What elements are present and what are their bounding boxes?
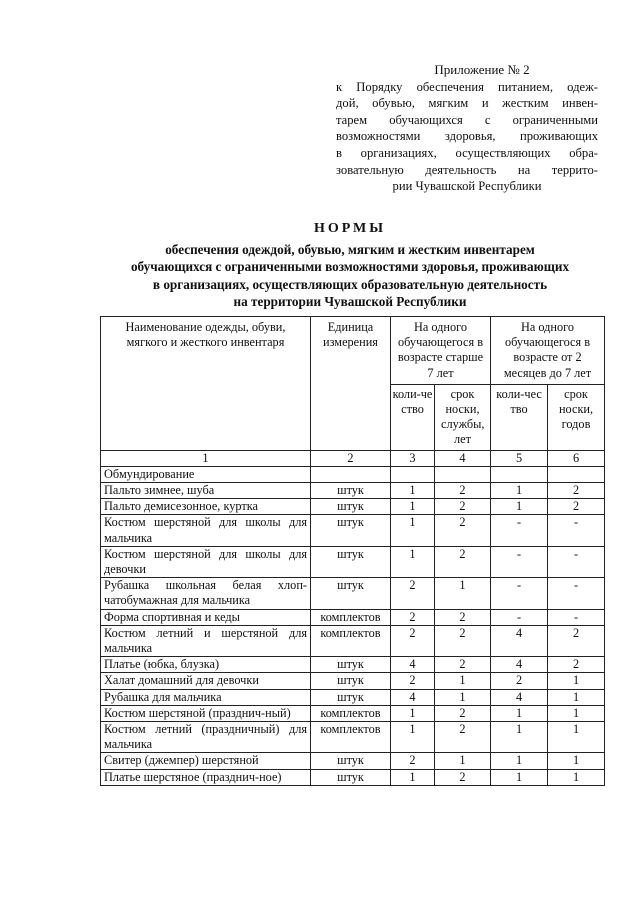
col-number: 2 bbox=[311, 450, 391, 466]
empty-cell bbox=[435, 466, 491, 482]
item-name: Платье шерстяное (празднич-ное) bbox=[101, 769, 311, 785]
item-term-older: 2 bbox=[435, 657, 491, 673]
item-term-younger: - bbox=[548, 609, 605, 625]
document-title bbox=[60, 220, 640, 311]
table-row bbox=[101, 673, 605, 689]
item-qty-younger: 4 bbox=[491, 689, 548, 705]
item-qty-younger: - bbox=[491, 546, 548, 577]
item-name: Рубашка для мальчика bbox=[101, 689, 311, 705]
col-number: 5 bbox=[491, 450, 548, 466]
item-term-older: 2 bbox=[435, 769, 491, 785]
header-term-older: срок носки, службы, лет bbox=[435, 384, 491, 450]
appendix-line: дой, обувью, мягким и жестким инвен- bbox=[336, 96, 598, 111]
item-name: Халат домашний для девочки bbox=[101, 673, 311, 689]
item-unit: комплектов bbox=[311, 705, 391, 721]
item-qty-older: 1 bbox=[391, 515, 435, 546]
col-number: 3 bbox=[391, 450, 435, 466]
item-qty-older: 1 bbox=[391, 769, 435, 785]
item-name: Костюм летний и шерстяной для мальчика bbox=[101, 625, 311, 656]
item-name: Пальто зимнее, шуба bbox=[101, 483, 311, 499]
title-line: обеспечения одеждой, обувью, мягким и жестким инвентарем bbox=[165, 241, 535, 257]
appendix-line: к Порядку обеспечения питанием, одеж- bbox=[336, 79, 598, 94]
item-name: Свитер (джемпер) шерстяной bbox=[101, 753, 311, 769]
item-term-younger: 1 bbox=[548, 769, 605, 785]
item-unit: штук bbox=[311, 546, 391, 577]
item-term-younger: - bbox=[548, 578, 605, 609]
item-name: Форма спортивная и кеды bbox=[101, 609, 311, 625]
item-qty-older: 1 bbox=[391, 705, 435, 721]
table-row bbox=[101, 483, 605, 499]
item-term-younger: - bbox=[548, 515, 605, 546]
item-qty-younger: 1 bbox=[491, 769, 548, 785]
table-row bbox=[101, 546, 605, 577]
item-name: Рубашка школьная белая хлоп-чатобумажная для мальчика bbox=[101, 578, 311, 609]
item-term-older: 1 bbox=[435, 673, 491, 689]
item-unit: штук bbox=[311, 499, 391, 515]
appendix-line: рии Чувашской Республики bbox=[392, 179, 542, 194]
item-qty-older: 1 bbox=[391, 499, 435, 515]
table-row bbox=[101, 769, 605, 785]
empty-cell bbox=[491, 466, 548, 482]
item-unit: штук bbox=[311, 769, 391, 785]
item-qty-younger: 1 bbox=[491, 483, 548, 499]
item-qty-older: 2 bbox=[391, 673, 435, 689]
header-group-younger: На одного обучающегося в возрасте от 2 месяцев до 7 лет bbox=[491, 317, 605, 385]
item-term-older: 2 bbox=[435, 609, 491, 625]
item-name: Костюм шерстяной для школы для мальчика bbox=[101, 515, 311, 546]
item-unit: комплектов bbox=[311, 722, 391, 753]
item-qty-older: 2 bbox=[391, 578, 435, 609]
item-term-younger: 1 bbox=[548, 753, 605, 769]
item-unit: штук bbox=[311, 753, 391, 769]
item-qty-younger: 1 bbox=[491, 753, 548, 769]
item-unit: комплектов bbox=[311, 609, 391, 625]
appendix-line: возможностями здоровья, проживающих bbox=[336, 129, 598, 144]
item-unit: штук bbox=[311, 483, 391, 499]
title-main: НОРМЫ bbox=[313, 221, 387, 236]
item-term-younger: 2 bbox=[548, 657, 605, 673]
appendix-number: Приложение № 2 bbox=[434, 62, 530, 77]
empty-cell bbox=[391, 466, 435, 482]
table-row bbox=[101, 753, 605, 769]
item-unit: штук bbox=[311, 657, 391, 673]
header-qty-older: коли-чество bbox=[391, 384, 435, 450]
header-term-younger: срок носки, годов bbox=[548, 384, 605, 450]
item-unit: штук bbox=[311, 673, 391, 689]
appendix-line: зовательную деятельность на террито- bbox=[336, 162, 598, 177]
header-qty-younger: коли-чество bbox=[491, 384, 548, 450]
item-qty-younger: 2 bbox=[491, 673, 548, 689]
header-unit: Единица измерения bbox=[311, 317, 391, 451]
item-term-younger: 2 bbox=[548, 625, 605, 656]
item-qty-older: 1 bbox=[391, 722, 435, 753]
col-number: 6 bbox=[548, 450, 605, 466]
empty-cell bbox=[311, 466, 391, 482]
appendix-line: тарем обучающихся с ограниченными bbox=[336, 112, 598, 127]
item-qty-older: 1 bbox=[391, 483, 435, 499]
table-row bbox=[101, 609, 605, 625]
empty-cell bbox=[548, 466, 605, 482]
item-term-younger: 1 bbox=[548, 705, 605, 721]
table-row bbox=[101, 499, 605, 515]
item-qty-younger: 1 bbox=[491, 722, 548, 753]
item-term-younger: - bbox=[548, 546, 605, 577]
title-line: в организациях, осуществляющих образовательную деятельность bbox=[152, 276, 548, 292]
item-term-older: 1 bbox=[435, 753, 491, 769]
item-name: Платье (юбка, блузка) bbox=[101, 657, 311, 673]
item-qty-younger: 1 bbox=[491, 705, 548, 721]
item-term-older: 2 bbox=[435, 483, 491, 499]
title-line: обучающихся с ограниченными возможностями здоровья, проживающих bbox=[130, 259, 570, 274]
appendix-text bbox=[336, 79, 598, 195]
item-term-younger: 1 bbox=[548, 673, 605, 689]
item-term-older: 1 bbox=[435, 578, 491, 609]
item-unit: штук bbox=[311, 578, 391, 609]
item-qty-older: 2 bbox=[391, 625, 435, 656]
item-term-older: 2 bbox=[435, 625, 491, 656]
item-name: Костюм шерстяной для школы для девочки bbox=[101, 546, 311, 577]
item-qty-older: 2 bbox=[391, 753, 435, 769]
norms-table bbox=[100, 316, 605, 786]
item-unit: комплектов bbox=[311, 625, 391, 656]
title-line: на территории Чувашской Республики bbox=[233, 294, 467, 309]
item-qty-older: 4 bbox=[391, 657, 435, 673]
header-name: Наименование одежды, обуви, мягкого и жесткого инвентаря bbox=[101, 317, 311, 451]
item-term-younger: 2 bbox=[548, 483, 605, 499]
appendix-line: в организациях, осуществляющих обра- bbox=[336, 145, 598, 160]
section-row bbox=[101, 466, 605, 482]
col-number: 4 bbox=[435, 450, 491, 466]
table-row bbox=[101, 705, 605, 721]
col-number: 1 bbox=[101, 450, 311, 466]
item-qty-older: 1 bbox=[391, 546, 435, 577]
item-name: Костюм летний (праздничный) для мальчика bbox=[101, 722, 311, 753]
item-term-younger: 1 bbox=[548, 689, 605, 705]
item-qty-younger: 1 bbox=[491, 499, 548, 515]
item-qty-older: 2 bbox=[391, 609, 435, 625]
item-term-younger: 2 bbox=[548, 499, 605, 515]
column-numbers-row bbox=[101, 450, 605, 466]
table-row bbox=[101, 578, 605, 609]
header-row bbox=[101, 317, 605, 385]
table-row bbox=[101, 625, 605, 656]
item-term-older: 2 bbox=[435, 546, 491, 577]
item-term-older: 2 bbox=[435, 722, 491, 753]
item-name: Костюм шерстяной (празднич-ный) bbox=[101, 705, 311, 721]
item-term-older: 2 bbox=[435, 499, 491, 515]
item-qty-younger: 4 bbox=[491, 657, 548, 673]
item-term-older: 1 bbox=[435, 689, 491, 705]
item-unit: штук bbox=[311, 689, 391, 705]
table-row bbox=[101, 689, 605, 705]
header-group-older: На одного обучающегося в возрасте старше 7 лет bbox=[391, 317, 491, 385]
item-qty-younger: 4 bbox=[491, 625, 548, 656]
table-row bbox=[101, 515, 605, 546]
item-unit: штук bbox=[311, 515, 391, 546]
item-term-older: 2 bbox=[435, 515, 491, 546]
item-qty-older: 4 bbox=[391, 689, 435, 705]
item-qty-younger: - bbox=[491, 609, 548, 625]
item-qty-younger: - bbox=[491, 578, 548, 609]
appendix-block bbox=[336, 62, 598, 195]
item-qty-younger: - bbox=[491, 515, 548, 546]
item-name: Пальто демисезонное, куртка bbox=[101, 499, 311, 515]
table-row bbox=[101, 657, 605, 673]
item-term-older: 2 bbox=[435, 705, 491, 721]
item-term-younger: 1 bbox=[548, 722, 605, 753]
table-row bbox=[101, 722, 605, 753]
section-title: Обмундирование bbox=[101, 466, 311, 482]
